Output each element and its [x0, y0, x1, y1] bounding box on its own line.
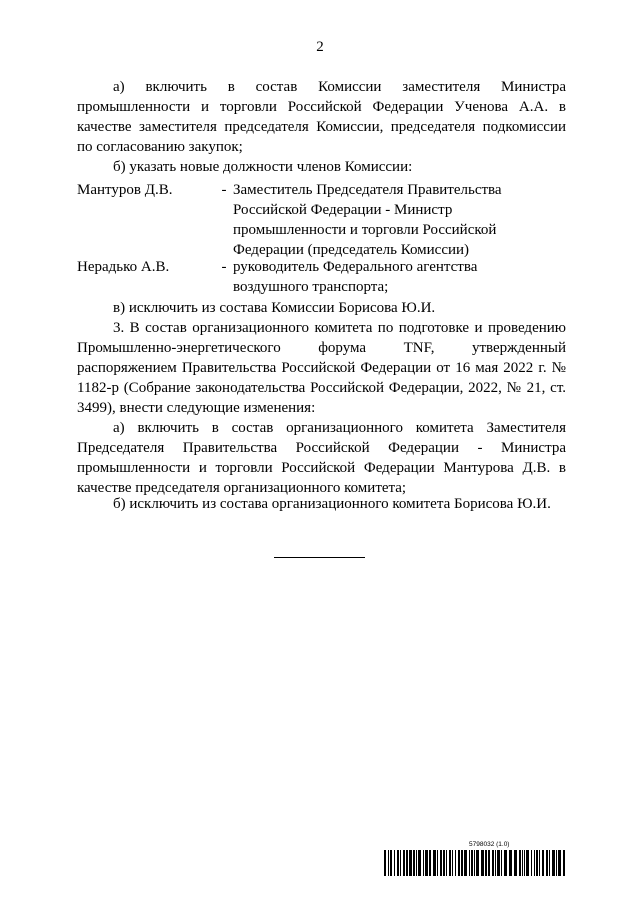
closing-divider — [274, 557, 365, 558]
barcode-label: 5798032 (1.0) — [469, 841, 510, 848]
paragraph-a-include-manturov: а) включить в состав организационного комитета Заместителя Председателя Правительства Российской Федерации - Министра промышленности и торговли Российской Федерации Мантурова Д.В. в качестве председателя организационного комитета; — [77, 420, 566, 496]
paragraph-v-exclude-borisov: в) исключить из состава Комиссии Борисова Ю.И. — [113, 300, 436, 316]
paragraph-b-new-positions: б) указать новые должности членов Комиссии: — [113, 159, 413, 175]
member-name: Нерадько А.В. — [77, 259, 170, 275]
member-dash: - — [221, 259, 227, 275]
paragraph-item-3: 3. В состав организационного комитета по подготовке и проведению Промышленно-энергетического форума TNF, утвержденный распоряжением Правительства Российской Федерации от 16 мая 2022 г. № 1182-р (Собрание законодательства Российской Федерации, 2022, № 21, ст. 3499), внести следующие изменения: — [77, 320, 566, 416]
member-dash: - — [221, 182, 227, 198]
page-number: 2 — [316, 39, 324, 55]
member-position: Заместитель Председателя Правительства Российской Федерации - Министр промышленности и торговли Российской Федерации (председатель Комиссии) — [233, 182, 502, 258]
member-name: Мантуров Д.В. — [77, 182, 173, 198]
barcode-icon — [384, 850, 567, 876]
paragraph-a-include-uchenov: а) включить в состав Комиссии заместителя Министра промышленности и торговли Российской Федерации Ученова А.А. в качестве заместителя председателя Комиссии, председателя подкомиссии по согласованию закупок; — [77, 79, 566, 155]
member-position: руководитель Федерального агентства воздушного транспорта; — [233, 259, 478, 295]
paragraph-b-exclude-borisov: б) исключить из состава организационного комитета Борисова Ю.И. — [113, 496, 551, 512]
